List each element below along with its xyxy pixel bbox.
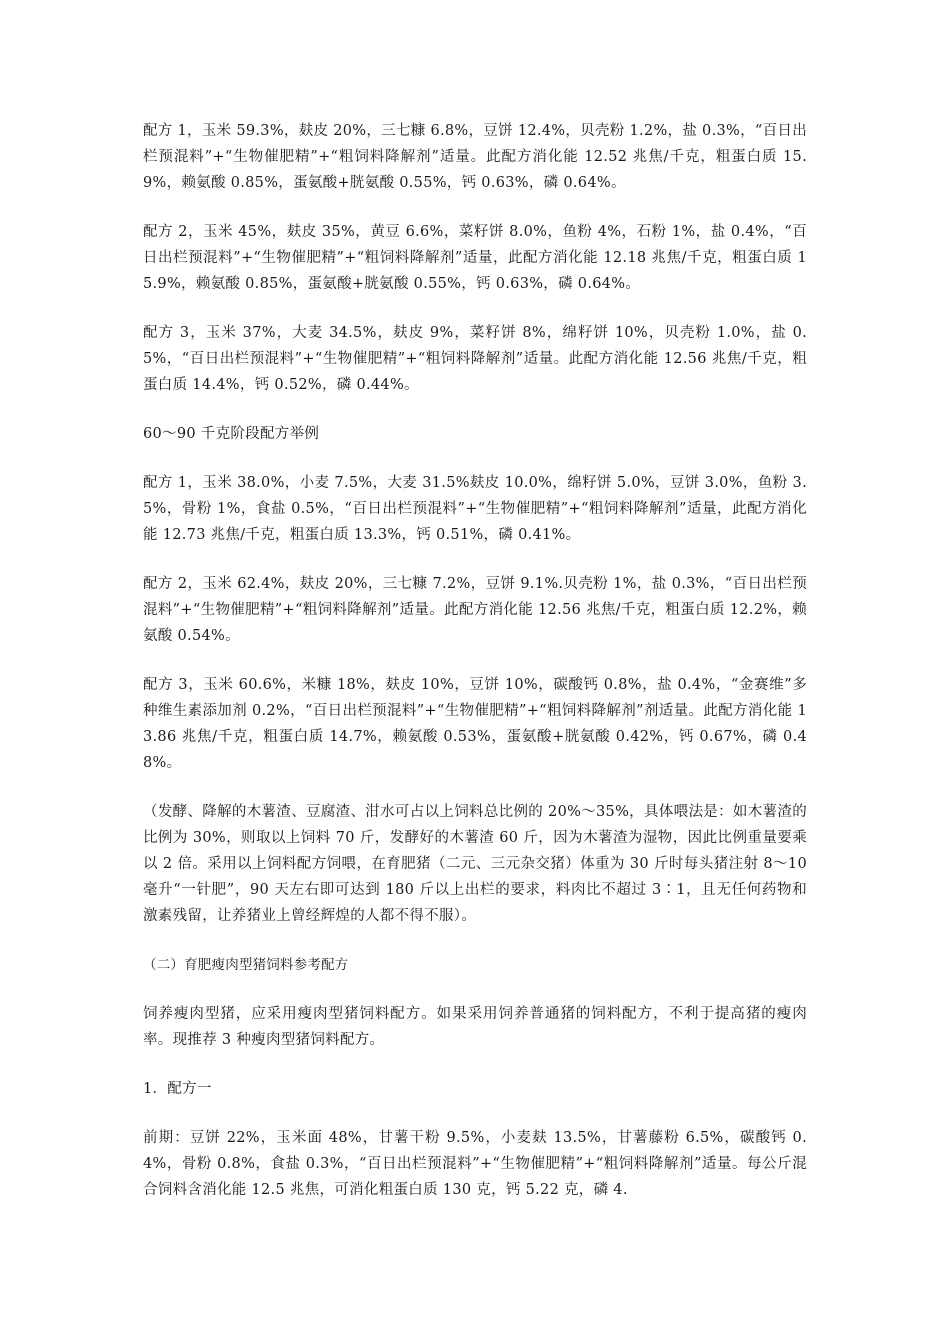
section-heading-60-90kg: 60～90 千克阶段配方举例 bbox=[143, 426, 320, 442]
subheading-formula-one: 1．配方一 bbox=[143, 1081, 212, 1097]
paragraph-stage2-formula-2: 配方 2，玉米 62.4%，麸皮 20%，三七糠 7.2%，豆饼 9.1%.贝壳粉 1%，盐 0.3%，“百日出栏预混料”+“生物催肥精”+“粗饲料降解剂”适量。此配方消化能 12.56 兆焦/千克，粗蛋白质 12.2%，赖氨酸 0.54%。 bbox=[143, 576, 807, 644]
section-heading-lean-pig: （二）育肥瘦肉型猪饲料参考配方 bbox=[143, 957, 349, 973]
paragraph-stage2-formula-3: 配方 3，玉米 60.6%，米糠 18%，麸皮 10%，豆饼 10%，碳酸钙 0.8%，盐 0.4%，“金赛维”多种维生素添加剂 0.2%，“百日出栏预混料”+“生物催肥精”+“粗饲料降解剂”剂适量。此配方消化能 13.86 兆焦/千克，粗蛋白质 14.7%，赖氨酸 0.53%，蛋氨酸+胱氨酸 0.42%，钙 0.67%，磷 0.48%。 bbox=[143, 677, 807, 771]
paragraph-stage2-formula-1: 配方 1，玉米 38.0%，小麦 7.5%，大麦 31.5%麸皮 10.0%，绵籽饼 5.0%，豆饼 3.0%，鱼粉 3.5%，骨粉 1%，食盐 0.5%，“百日出栏预混料”+“生物催肥精”+“粗饲料降解剂”适量，此配方消化能 12.73 兆焦/千克，粗蛋白质 13.3%，钙 0.51%，磷 0.41%。 bbox=[143, 475, 807, 543]
document-page bbox=[143, 118, 807, 1226]
paragraph-formula-3: 配方 3，玉米 37%，大麦 34.5%，麸皮 9%，菜籽饼 8%，绵籽饼 10%，贝壳粉 1.0%，盐 0.5%，“百日出栏预混料”+“生物催肥精”+“粗饲料降解剂”适量。此配方消化能 12.56 兆焦/千克，粗蛋白质 14.4%，钙 0.52%，磷 0.44%。 bbox=[143, 325, 807, 393]
paragraph-feeding-note: （发酵、降解的木薯渣、豆腐渣、泔水可占以上饲料总比例的 20%～35%，具体喂法是：如木薯渣的比例为 30%，则取以上饲料 70 斤，发酵好的木薯渣 60 斤，因为木薯渣为湿物，因此比例重量要乘以 2 倍。采用以上饲料配方饲喂，在育肥猪（二元、三元杂交猪）体重为 30 斤时每头猪注射 8～10 毫升“一针肥”，90 天左右即可达到 180 斤以上出栏的要求，料肉比不超过 3∶1，且无任何药物和激素残留，让养猪业上曾经辉煌的人都不得不服）。 bbox=[143, 804, 807, 924]
paragraph-formula-2: 配方 2，玉米 45%，麸皮 35%，黄豆 6.6%，菜籽饼 8.0%，鱼粉 4%，石粉 1%，盐 0.4%，“百日出栏预混料”+“生物催肥精”+“粗饲料降解剂”适量，此配方消化能 12.18 兆焦/千克，粗蛋白质 15.9%，赖氨酸 0.85%，蛋氨酸+胱氨酸 0.55%，钙 0.63%，磷 0.64%。 bbox=[143, 224, 807, 292]
paragraph-lean-intro: 饲养瘦肉型猪，应采用瘦肉型猪饲料配方。如果采用饲养普通猪的饲料配方，不利于提高猪的瘦肉率。现推荐 3 种瘦肉型猪饲料配方。 bbox=[143, 1006, 807, 1048]
paragraph-early-stage: 前期：豆饼 22%，玉米面 48%，甘薯干粉 9.5%，小麦麸 13.5%，甘薯藤粉 6.5%，碳酸钙 0.4%，骨粉 0.8%，食盐 0.3%，“百日出栏预混料”+“生物催肥精”+“粗饲料降解剂”适量。每公斤混合饲料含消化能 12.5 兆焦，可消化粗蛋白质 130 克，钙 5.22 克，磷 4. bbox=[143, 1130, 807, 1198]
paragraph-formula-1: 配方 1，玉米 59.3%，麸皮 20%，三七糠 6.8%，豆饼 12.4%，贝壳粉 1.2%，盐 0.3%，“百日出栏预混料”+“生物催肥精”+“粗饲料降解剂”适量。此配方消化能 12.52 兆焦/千克，粗蛋白质 15.9%，赖氨酸 0.85%，蛋氨酸+胱氨酸 0.55%，钙 0.63%，磷 0.64%。 bbox=[143, 123, 807, 191]
